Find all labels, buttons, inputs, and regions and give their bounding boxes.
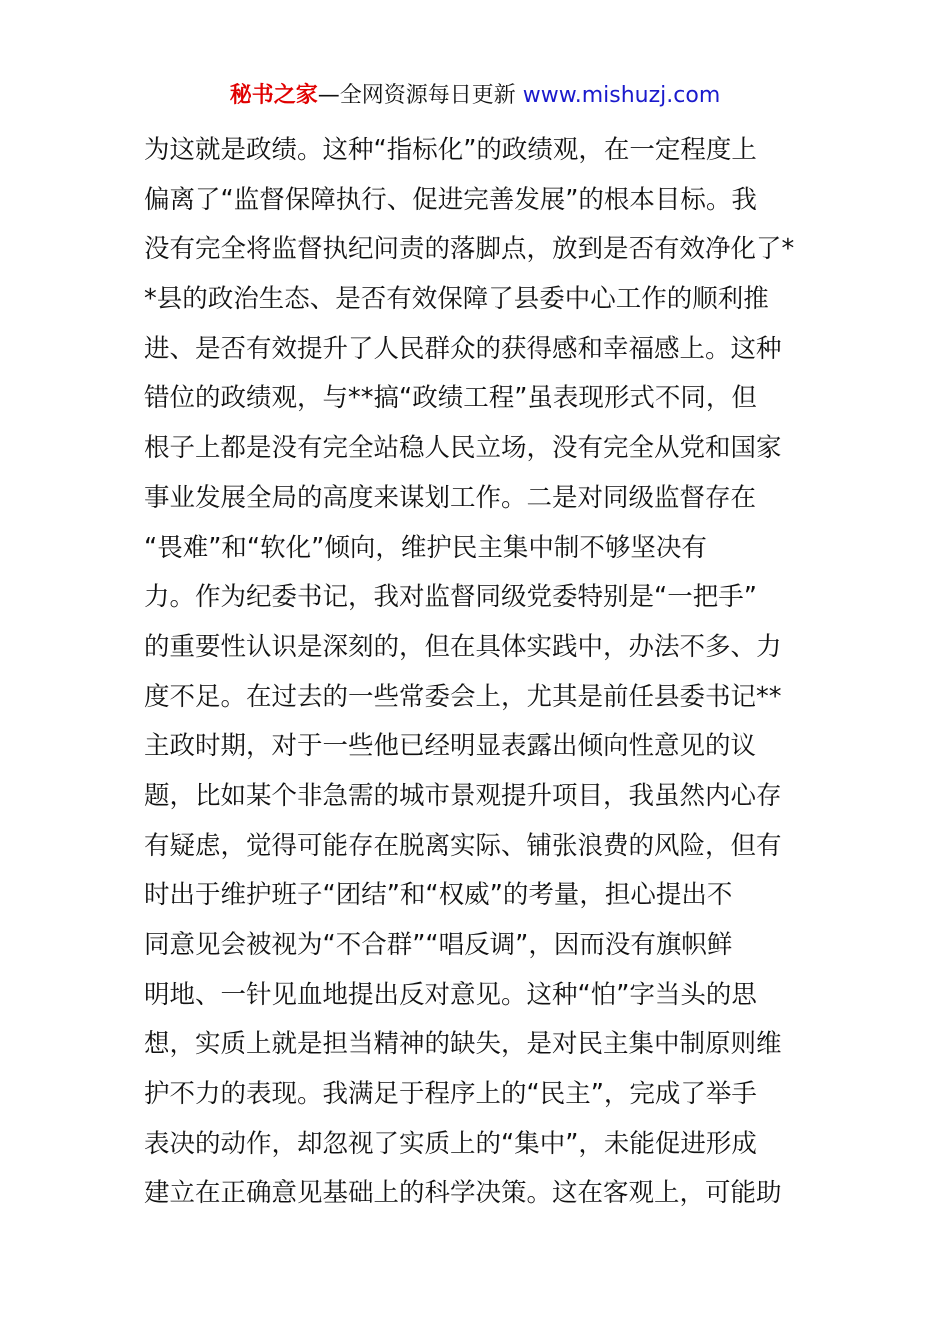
text-line: 有疑虑，觉得可能存在脱离实际、铺张浪费的风险，但有	[144, 830, 782, 861]
site-brand: 秘书之家	[229, 83, 318, 108]
text-line: 的重要性认识是深刻的，但在具体实践中，办法不多、力	[144, 631, 782, 662]
text-line: 时出于维护班子“团结”和“权威”的考量，担心提出不	[144, 880, 733, 911]
text-line: *县的政治生态、是否有效保障了县委中心工作的顺利推	[144, 284, 769, 315]
document-body	[144, 126, 814, 1219]
site-header	[0, 78, 950, 114]
text-line: 想，实质上就是担当精神的缺失，是对民主集中制原则维	[144, 1029, 782, 1060]
text-line: 护不力的表现。我满足于程序上的“民主”，完成了举手	[144, 1079, 757, 1110]
text-line: 偏离了“监督保障执行、促进完善发展”的根本目标。我	[144, 184, 757, 215]
text-line: 同意见会被视为“不合群”“唱反调”，因而没有旗帜鲜	[144, 930, 733, 960]
site-url[interactable]: www.mishuzj.com	[522, 83, 721, 108]
text-line: 错位的政绩观，与**搞“政绩工程”虽表现形式不同，但	[144, 383, 757, 414]
text-line: 进、是否有效提升了人民群众的获得感和幸福感上。这种	[144, 333, 782, 364]
text-line: 事业发展全局的高度来谋划工作。二是对同级监督存在	[144, 482, 757, 513]
text-line: 力。作为纪委书记，我对监督同级党委特别是“一把手”	[144, 582, 757, 613]
text-line: “畏难”和“软化”倾向，维护民主集中制不够坚决有	[144, 532, 707, 563]
text-line: 建立在正确意见基础上的科学决策。这在客观上，可能助	[144, 1178, 782, 1209]
text-line: 度不足。在过去的一些常委会上，尤其是前任县委书记**	[144, 681, 782, 712]
text-line: 根子上都是没有完全站稳人民立场，没有完全从党和国家	[144, 433, 782, 464]
text-line: 为这就是政绩。这种“指标化”的政绩观，在一定程度上	[144, 135, 757, 165]
text-line: 表决的动作，却忽视了实质上的“集中”，未能促进形成	[144, 1128, 757, 1159]
text-line: 明地、一针见血地提出反对意见。这种“怕”字当头的思	[144, 979, 757, 1010]
text-line: 主政时期，对于一些他已经明显表露出倾向性意见的议	[144, 731, 757, 762]
site-tagline: —全网资源每日更新	[317, 83, 523, 108]
text-line: 题，比如某个非急需的城市景观提升项目，我虽然内心存	[144, 780, 782, 811]
text-line: 没有完全将监督执纪问责的落脚点，放到是否有效净化了*	[144, 234, 795, 265]
